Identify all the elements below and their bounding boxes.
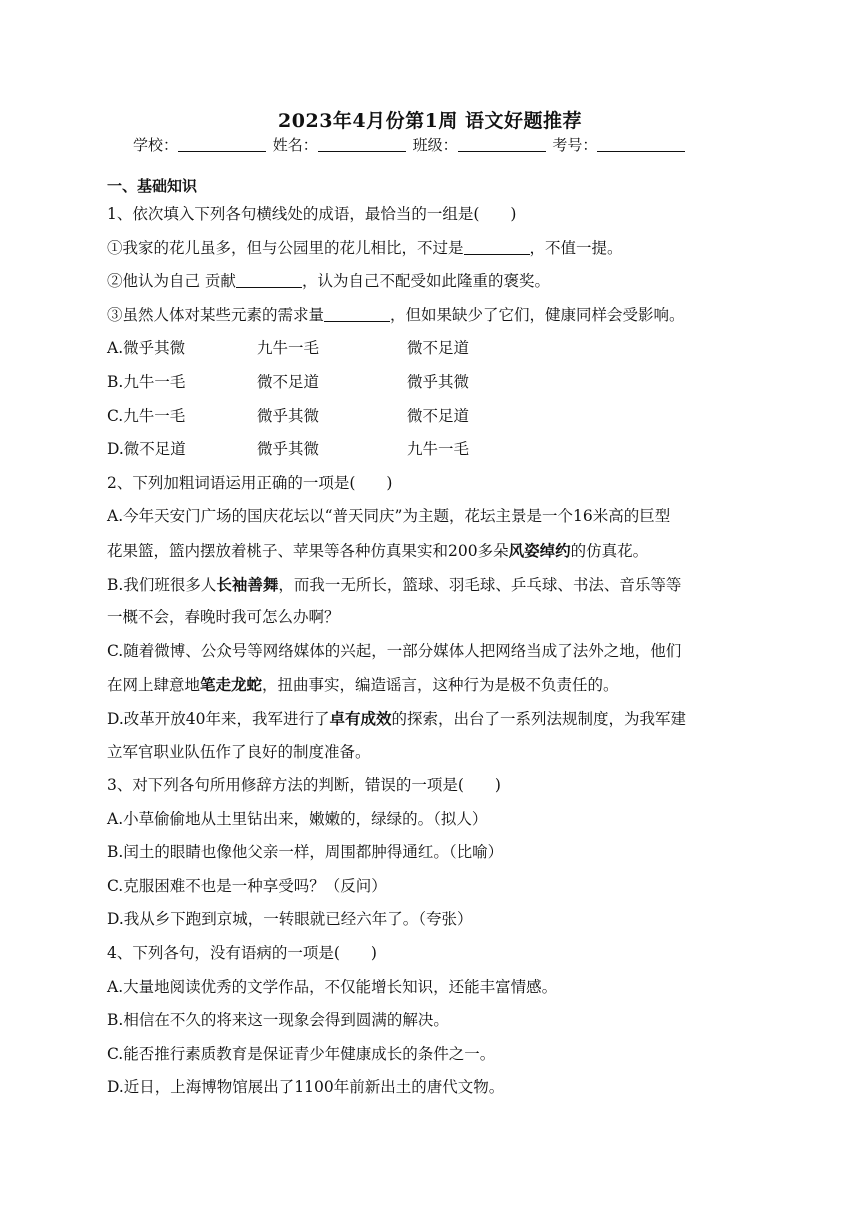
q2-option-a-line1: A.今年天安门广场的国庆花坛以“普天同庆”为主题，花坛主景是一个16米高的巨型 xyxy=(107,507,671,526)
school-label: 学校： xyxy=(133,136,179,154)
q1-option-c: C.九牛一毛 微乎其微 微不足道 xyxy=(107,406,470,425)
q4-option-d: D.近日，上海博物馆展出了1100年前新出土的唐代文物。 xyxy=(107,1078,505,1097)
q4-stem: 4、下列各句，没有语病的一项是( ) xyxy=(107,944,377,963)
q2-option-c-line1: C.随着微博、公众号等网络媒体的兴起，一部分媒体人把网络当成了法外之地，他们 xyxy=(107,641,682,660)
q1-sentence-1: ①我家的花儿虽多，但与公园里的花儿相比，不过是 ，不值一提。 xyxy=(107,238,623,257)
q3-option-d: D.我从乡下跑到京城，一转眼就已经六年了。（夸张） xyxy=(107,910,473,929)
q2-option-a-line2: 花果篮，篮内摆放着桃子、苹果等各种仿真果实和200多朵风姿绰约的仿真花。 xyxy=(107,540,649,560)
class-blank[interactable] xyxy=(458,137,546,152)
q3-stem: 3、对下列各句所用修辞方法的判断，错误的一项是( ) xyxy=(107,776,501,795)
q2-option-b-line2: 一概不会，春晚时我可怎么办啊？ xyxy=(107,608,340,627)
q2-option-c-line2: 在网上肆意地笔走龙蛇，扭曲事实，编造谣言，这种行为是极不负责任的。 xyxy=(107,675,619,695)
q1-option-a: A.微乎其微 九牛一毛 微不足道 xyxy=(107,339,470,358)
q3-option-b: B.闰土的眼睛也像他父亲一样，周围都肿得通红。（比喻） xyxy=(107,843,504,862)
q2-option-d-line2: 立军官职业队伍作了良好的制度准备。 xyxy=(107,742,371,761)
bold-term: 长袖善舞 xyxy=(216,574,279,594)
bold-term: 风姿绰约 xyxy=(508,540,571,560)
exam-number-label: 考号： xyxy=(552,136,598,154)
section-heading: 一、基础知识 xyxy=(107,177,198,195)
bold-term: 笔走龙蛇 xyxy=(200,675,263,695)
q4-option-c: C.能否推行素质教育是保证青少年健康成长的条件之一。 xyxy=(107,1044,496,1063)
questions xyxy=(107,198,757,1105)
q3-option-a: A.小草偷偷地从土里钻出来，嫩嫩的，绿绿的。（拟人） xyxy=(107,809,488,828)
student-info-row xyxy=(133,134,687,155)
q4-option-b: B.相信在不久的将来这一现象会得到圆满的解决。 xyxy=(107,1011,449,1030)
q1-option-b: B.九牛一毛 微不足道 微乎其微 xyxy=(107,372,470,391)
page-title: 2023年4月份第1周 语文好题推荐 xyxy=(278,110,582,132)
q1-blank-3 xyxy=(324,307,390,322)
class-label: 班级： xyxy=(412,136,458,154)
q2-stem: 2、下列加粗词语运用正确的一项是( ) xyxy=(107,473,393,492)
q4-option-a: A.大量地阅读优秀的文学作品，不仅能增长知识，还能丰富情感。 xyxy=(107,977,558,996)
q2-option-d-line1: D.改革开放40年来，我军进行了卓有成效的探索，出台了一系列法规制度，为我军建 xyxy=(107,708,687,728)
q1-blank-2 xyxy=(236,273,302,288)
bold-term: 卓有成效 xyxy=(329,708,392,728)
school-blank[interactable] xyxy=(178,137,266,152)
q1-sentence-3: ③虽然人体对某些元素的需求量 ，但如果缺少了它们，健康同样会受影响。 xyxy=(107,305,685,324)
q1-option-d: D.微不足道 微乎其微 九牛一毛 xyxy=(107,440,470,459)
q3-option-c: C.克服困难不也是一种享受吗？（反问） xyxy=(107,876,387,895)
name-label: 姓名： xyxy=(272,136,318,154)
q1-blank-1 xyxy=(464,240,530,255)
exam-number-blank[interactable] xyxy=(597,137,685,152)
q1-stem: 1、依次填入下列各句横线处的成语，最恰当的一组是( ) xyxy=(107,205,517,223)
q1-sentence-2: ②他认为自己 贡献 ，认为自己不配受如此隆重的褒奖。 xyxy=(107,272,550,291)
name-blank[interactable] xyxy=(318,137,406,152)
q2-option-b-line1: B.我们班很多人长袖善舞，而我一无所长，篮球、羽毛球、乒乓球、书法、音乐等等 xyxy=(107,574,682,594)
